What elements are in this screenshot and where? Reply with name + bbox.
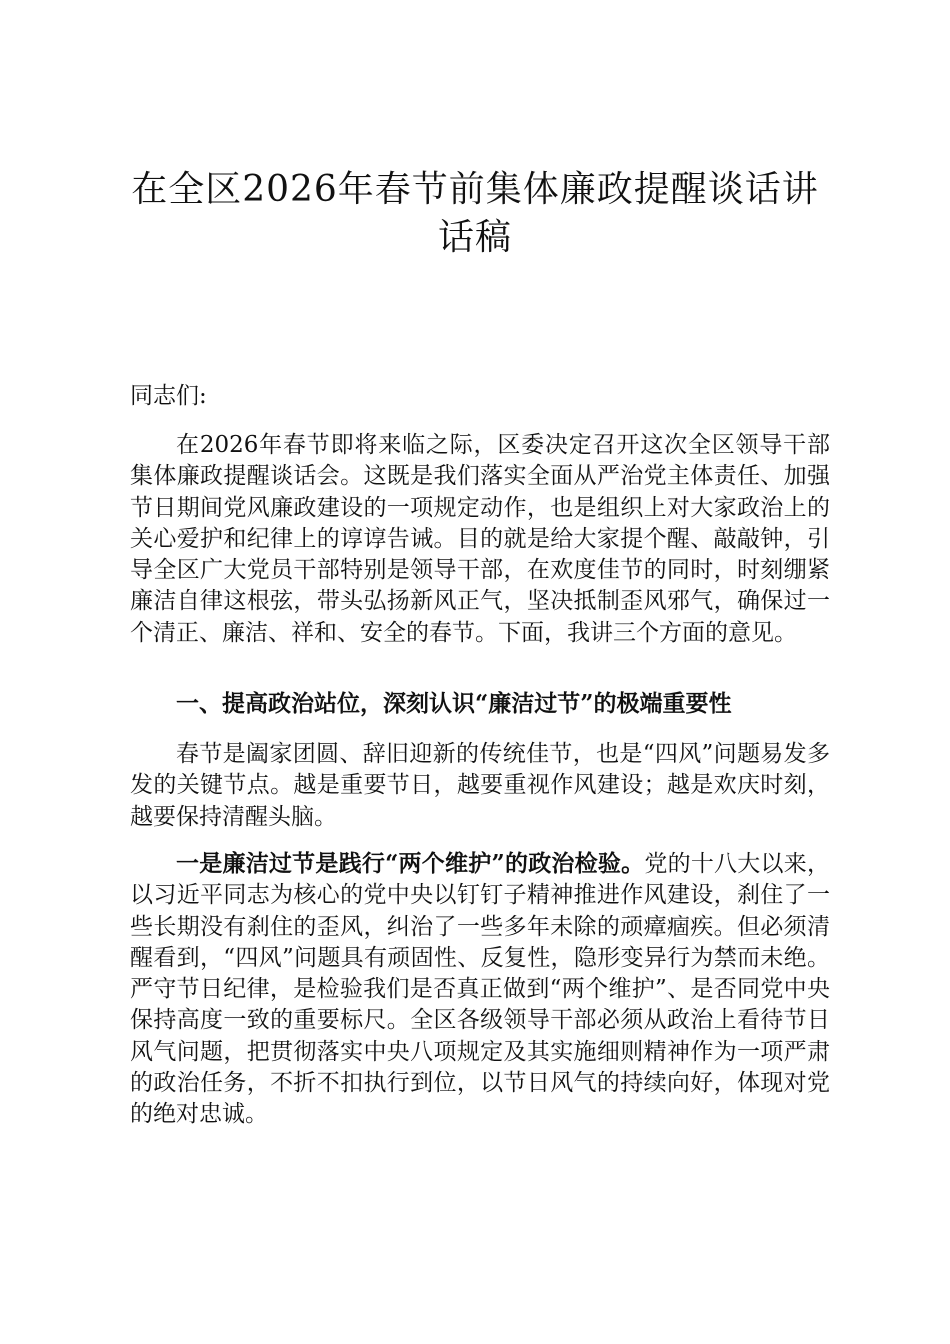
- paragraph-body: 党的十八大以来，以习近平同志为核心的党中央以钉钉子精神推进作风建设，刹住了一些长期没有刹住的歪风，纠治了一些多年未除的顽瘴痼疾。但必须清醒看到，“四风”问题具有顽固性、反复性，隐形变异行为禁而未绝。严守节日纪律，是检验我们是否真正做到“两个维护”、是否同党中央保持高度一致的重要标尺。全区各级领导干部必须从政治上看待节日风气问题，把贯彻落实中央八项规定及其实施细则精神作为一项严肃的政治任务，不折不扣执行到位，以节日风气的持续向好，体现对党的绝对忠诚。: [130, 851, 830, 1128]
- paragraph-intro: 在2026年春节即将来临之际，区委决定召开这次全区领导干部集体廉政提醒谈话会。这既是我们落实全面从严治党主体责任、加强节日期间党风廉政建设的一项规定动作，也是组织上对大家政治上的关心爱护和纪律上的谆谆告诫。目的就是给大家提个醒、敲敲钟，引导全区广大党员干部特别是领导干部，在欢度佳节的同时，时刻绷紧廉洁自律这根弦，带头弘扬新风正气，坚决抵制歪风邪气，确保过一个清正、廉洁、祥和、安全的春节。下面，我讲三个方面的意见。: [130, 432, 830, 646]
- section-heading-1: 一、提高政治站位，深刻认识“廉洁过节”的极端重要性: [176, 690, 732, 717]
- paragraph-festival: 春节是阖家团圆、辞旧迎新的传统佳节，也是“四风”问题易发多发的关键节点。越是重要节日，越要重视作风建设；越是欢庆时刻，越要保持清醒头脑。: [130, 741, 830, 830]
- paragraph-lead: 一是廉洁过节是践行“两个维护”的政治检验。: [176, 850, 645, 877]
- paragraph-political-test: [130, 848, 830, 1131]
- greeting: 同志们:: [130, 383, 207, 409]
- document-title: 在全区2026年春节前集体廉政提醒谈话讲话稿: [131, 169, 819, 258]
